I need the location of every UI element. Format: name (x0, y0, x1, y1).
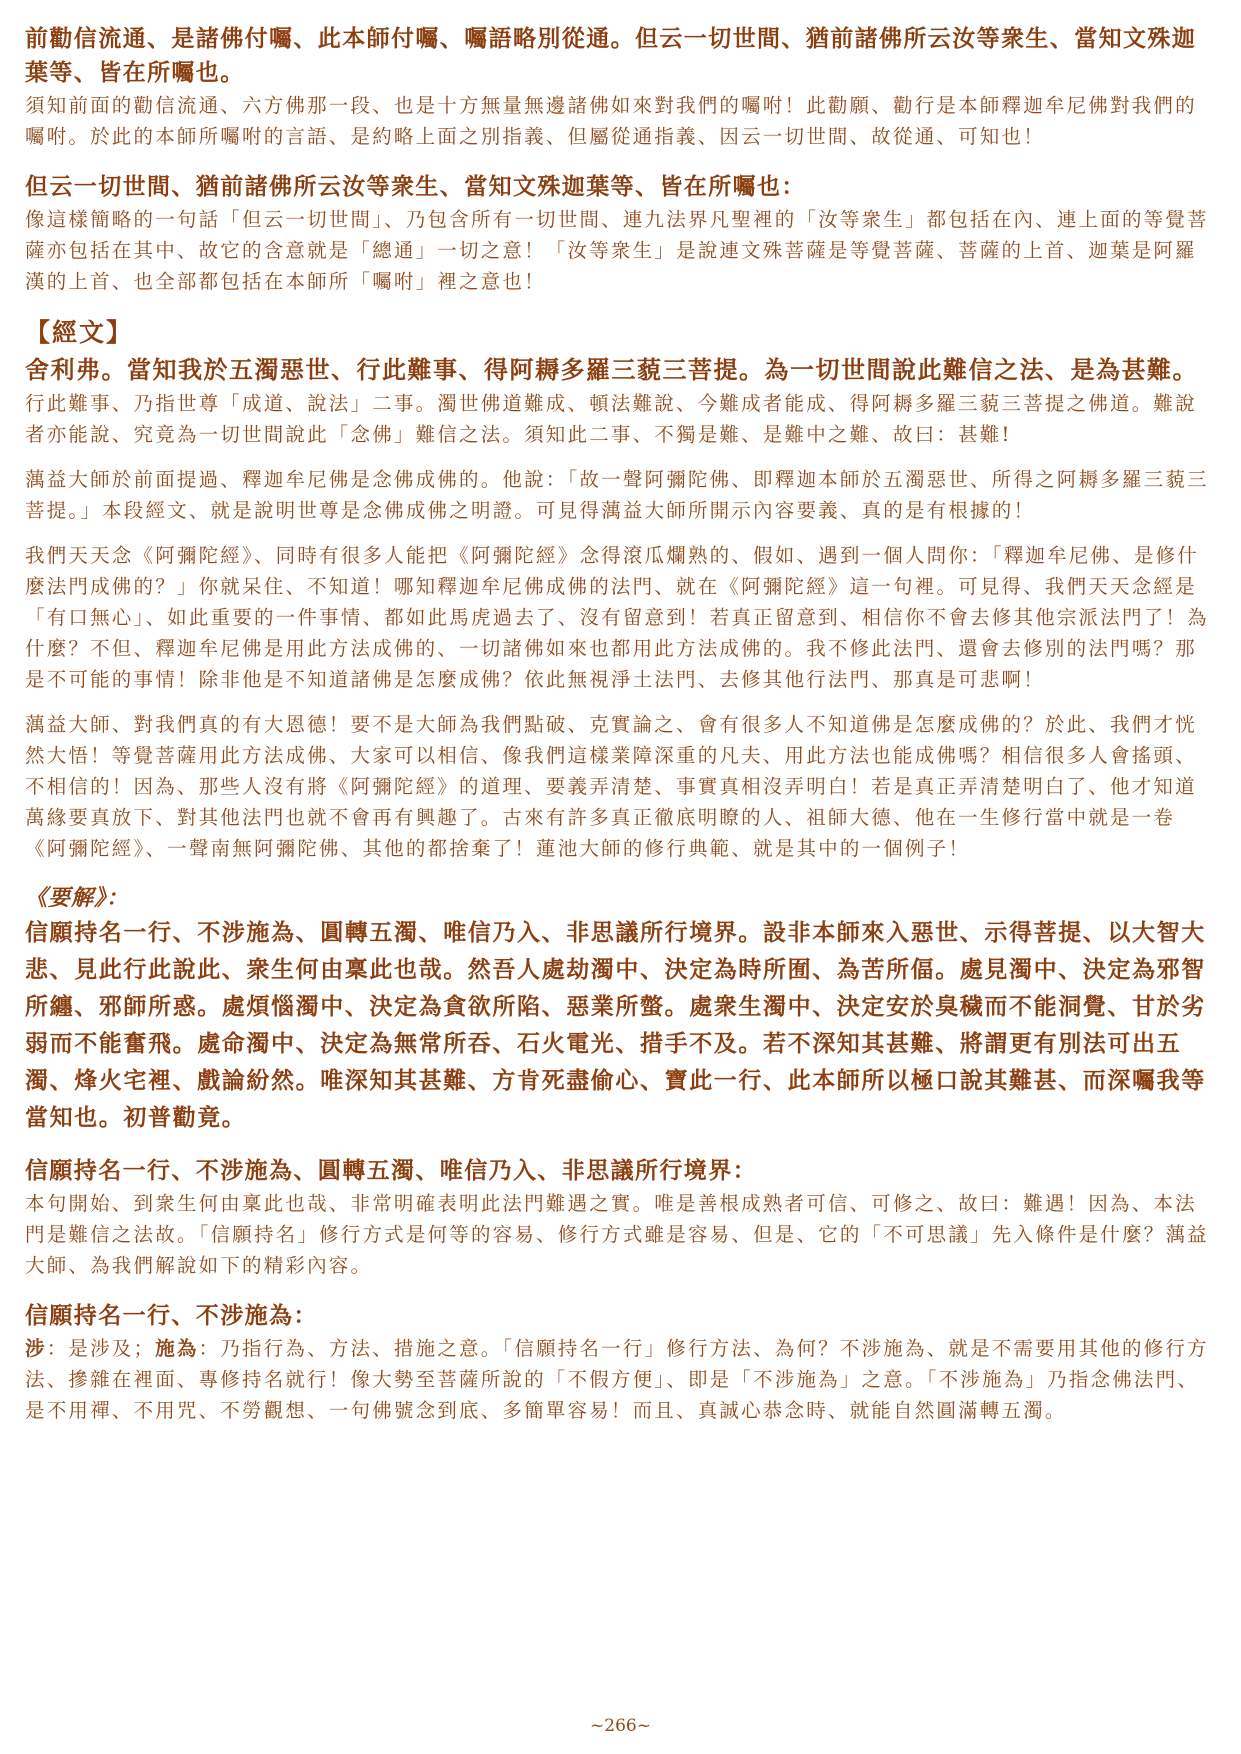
sub-section-body (25, 1333, 1215, 1426)
commentary-paragraph: 我們天天念《阿彌陀經》、同時有很多人能把《阿彌陀經》念得滾瓜爛熟的、假如、遇到一個人問你：「釋迦牟尼佛、是修什麼法門成佛的？」你就呆住、不知道！哪知釋迦牟尼佛成佛的法門、就在《阿彌陀經》這一句裡。可見得、我們天天念經是「有口無心」、如此重要的一件事情、都如此馬虎過去了、沒有留意到！若真正留意到、相信你不會去修其他宗派法門了！為什麼？不但、釋迦牟尼佛是用此方法成佛的、一切諸佛如來也都用此方法成佛的。我不修此法門、還會去修別的法門嗎？那是不可能的事情！除非他是不知道諸佛是怎麼成佛？依此無視淨土法門、去修其他行法門、那真是可悲啊！ (25, 544, 1209, 691)
term: 涉 (25, 1337, 47, 1360)
yaojie-text: 信願持名一行、不涉施為、圓轉五濁、唯信乃入、非思議所行境界。設非本師來入惡世、示得菩提、以大智大悲、見此行此說此、衆生何由稟此也哉。然吾人處劫濁中、決定為時所囿、為苦所偪。處見濁中、決定為邪智所纏、邪師所惑。處煩惱濁中、決定為貪欲所陷、惡業所螫。處衆生濁中、決定安於臭穢而不能洞覺、甘於劣弱而不能奮飛。處命濁中、決定為無常所吞、石火電光、措手不及。若不深知其甚難、將謂更有別法可出五濁、烽火宅裡、戲論紛然。唯深知其甚難、方肯死盡偷心、寶此一行、此本師所以極口說其難甚、而深囑我等當知也。初普勸竟。 (25, 919, 1206, 1131)
sutra-text: 舍利弗。當知我於五濁惡世、行此難事、得阿耨多羅三藐三菩提。為一切世間說此難信之法、是為甚難。 (25, 355, 1198, 384)
commentary-paragraph: 蕅益大師於前面提過、釋迦牟尼佛是念佛成佛的。他說：「故一聲阿彌陀佛、即釋迦本師於五濁惡世、所得之阿耨多羅三藐三菩提。」本段經文、就是說明世尊是念佛成佛之明證。可見得蕅益大師所開示內容要義、真的是有根據的！ (25, 468, 1209, 522)
section-body: 像這樣簡略的一句話「但云一切世間」、乃包含所有一切世間、連九法界凡聖裡的「汝等衆生」都包括在內、連上面的等覺菩薩亦包括在其中、故它的含意就是「總通」一切之意！「汝等衆生」是說連文殊菩薩是等覺菩薩、菩薩的上首、迦葉是阿羅漢的上首、也全部都包括在本師所「囑咐」裡之意也！ (25, 208, 1209, 293)
definition: ：乃指行為、方法、措施之意。「信願持名一行」修行方法、為何？不涉施為、就是不需要用其他的修行方法、摻雜在裡面、專修持名就行！像大勢至菩薩所說的「不假方便」、即是「不涉施為」之意。「不涉施為」乃指念佛法門、是不用禪、不用咒、不勞觀想、一句佛號念到底、多簡單容易！而且、真誠心恭念時、就能自然圓滿轉五濁。 (25, 1337, 1209, 1422)
document-page (25, 22, 1215, 1426)
section-body: 須知前面的勸信流通、六方佛那一段、也是十方無量無邊諸佛如來對我們的囑咐！此勸願、勸行是本師釋迦牟尼佛對我們的囑咐。於此的本師所囑咐的言語、是約略上面之別指義、但屬從通指義、因云一切世間、故從通、可知也！ (25, 94, 1197, 148)
section-heading: 但云一切世間、猶前諸佛所云汝等衆生、當知文殊迦葉等、皆在所囑也： (25, 173, 806, 200)
commentary-paragraph: 蕅益大師、對我們真的有大恩德！要不是大師為我們點破、克實論之、會有很多人不知道佛是怎麼成佛的？於此、我們才恍然大悟！等覺菩薩用此方法成佛、大家可以相信、像我們這樣業障深重的凡夫、用此方法也能成佛嗎？相信很多人會搖頭、不相信的！因為、那些人沒有將《阿彌陀經》的道理、要義弄清楚、事實真相沒弄明白！若是真正弄清楚明白了、他才知道萬緣要真放下、對其他法門也就不會再有興趣了。古來有許多真正徹底明瞭的人、祖師大德、他在一生修行當中就是一卷《阿彌陀經》、一聲南無阿彌陀佛、其他的都捨棄了！蓮池大師的修行典範、就是其中的一個例子！ (25, 713, 1197, 860)
page-number: ~266~ (590, 1716, 651, 1736)
sub-section-body: 本句開始、到衆生何由稟此也哉、非常明確表明此法門難遇之實。唯是善根成熟者可信、可修之、故曰：難遇！因為、本法門是難信之法故。「信願持名」修行方式是何等的容易、修行方式雖是容易、但是、它的「不可思議」先入條件是什麼？蕅益大師、為我們解說如下的精彩內容。 (25, 1192, 1209, 1277)
sutra-label: 【經文】 (25, 318, 134, 347)
term: 施為 (155, 1337, 199, 1360)
commentary-paragraph: 行此難事、乃指世尊「成道、說法」二事。濁世佛道難成、頓法難說、今難成者能成、得阿耨多羅三藐三菩提之佛道。難說者亦能說、究竟為一切世間說此「念佛」難信之法。須知此二事、不獨是難、是難中之難、故曰：甚難! (25, 392, 1197, 446)
yaojie-label: 《要解》： (25, 885, 130, 911)
definition: ：是涉及； (46, 1337, 156, 1360)
section-heading: 前勸信流通、是諸佛付囑、此本師付囑、囑語略別從通。但云一切世間、猶前諸佛所云汝等衆生、當知文殊迦葉等、皆在所囑也。 (25, 25, 1197, 86)
sub-section-heading: 信願持名一行、不涉施為： (25, 1302, 318, 1329)
sub-section-heading: 信願持名一行、不涉施為、圓轉五濁、唯信乃入、非思議所行境界： (25, 1157, 757, 1184)
